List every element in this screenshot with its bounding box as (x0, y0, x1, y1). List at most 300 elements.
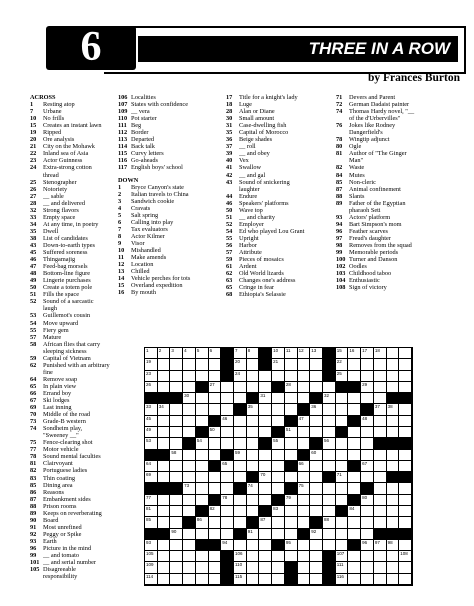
grid-cell[interactable] (247, 529, 260, 540)
grid-cell[interactable] (285, 427, 298, 438)
grid-cell[interactable] (259, 495, 272, 506)
grid-cell[interactable] (259, 551, 272, 562)
grid-cell[interactable] (298, 427, 311, 438)
grid-cell[interactable] (259, 393, 272, 404)
grid-cell[interactable] (170, 427, 183, 438)
grid-cell[interactable] (310, 540, 323, 551)
grid-cell[interactable] (387, 540, 400, 551)
grid-cell[interactable] (272, 506, 285, 517)
grid-cell[interactable] (272, 404, 285, 415)
grid-cell[interactable] (170, 348, 183, 359)
grid-cell[interactable] (298, 540, 311, 551)
grid-cell[interactable] (272, 562, 285, 573)
grid-cell[interactable] (247, 483, 260, 494)
grid-cell[interactable] (272, 461, 285, 472)
grid-cell[interactable] (361, 562, 374, 573)
grid-cell[interactable] (170, 472, 183, 483)
grid-cell[interactable] (259, 483, 272, 494)
grid-cell[interactable] (170, 450, 183, 461)
grid-cell[interactable] (285, 472, 298, 483)
grid-cell[interactable] (399, 483, 412, 494)
grid-cell[interactable] (247, 416, 260, 427)
grid-cell[interactable] (247, 574, 260, 585)
grid-cell[interactable] (158, 404, 171, 415)
grid-cell[interactable] (183, 495, 196, 506)
grid-cell[interactable] (145, 495, 158, 506)
grid-cell[interactable] (196, 438, 209, 449)
grid-cell[interactable] (196, 404, 209, 415)
grid-cell[interactable] (336, 438, 349, 449)
grid-cell[interactable] (361, 461, 374, 472)
grid-cell[interactable] (310, 359, 323, 370)
grid-cell[interactable] (374, 551, 387, 562)
grid-cell[interactable] (323, 416, 336, 427)
grid-cell[interactable] (259, 404, 272, 415)
grid-cell[interactable] (387, 404, 400, 415)
grid-cell[interactable] (145, 348, 158, 359)
grid-cell[interactable] (399, 506, 412, 517)
grid-cell[interactable] (158, 427, 171, 438)
grid-cell[interactable] (374, 506, 387, 517)
grid-cell[interactable] (336, 393, 349, 404)
grid-cell[interactable] (361, 495, 374, 506)
grid-cell[interactable] (183, 348, 196, 359)
grid-cell[interactable] (361, 393, 374, 404)
grid-cell[interactable] (399, 382, 412, 393)
grid-cell[interactable] (209, 574, 222, 585)
grid-cell[interactable] (310, 461, 323, 472)
grid-cell[interactable] (285, 348, 298, 359)
grid-cell[interactable] (298, 517, 311, 528)
grid-cell[interactable] (374, 461, 387, 472)
grid-cell[interactable] (374, 472, 387, 483)
grid-cell[interactable] (158, 517, 171, 528)
grid-cell[interactable] (247, 427, 260, 438)
grid-cell[interactable] (310, 348, 323, 359)
grid-cell[interactable] (387, 562, 400, 573)
grid-cell[interactable] (310, 416, 323, 427)
grid-cell[interactable] (399, 416, 412, 427)
grid-cell[interactable] (259, 529, 272, 540)
grid-cell[interactable] (158, 371, 171, 382)
grid-cell[interactable] (374, 574, 387, 585)
grid-cell[interactable] (361, 540, 374, 551)
grid-cell[interactable] (145, 382, 158, 393)
grid-cell[interactable] (158, 540, 171, 551)
grid-cell[interactable] (336, 404, 349, 415)
grid-cell[interactable] (336, 517, 349, 528)
grid-cell[interactable] (259, 472, 272, 483)
grid-cell[interactable] (399, 450, 412, 461)
grid-cell[interactable] (145, 427, 158, 438)
grid-cell[interactable] (336, 416, 349, 427)
grid-cell[interactable] (298, 551, 311, 562)
grid-cell[interactable] (310, 483, 323, 494)
grid-cell[interactable] (348, 529, 361, 540)
grid-cell[interactable] (209, 371, 222, 382)
grid-cell[interactable] (374, 483, 387, 494)
grid-cell[interactable] (183, 427, 196, 438)
grid-cell[interactable] (336, 551, 349, 562)
grid-cell[interactable] (183, 416, 196, 427)
grid-cell[interactable] (361, 382, 374, 393)
grid-cell[interactable] (145, 359, 158, 370)
grid-cell[interactable] (323, 517, 336, 528)
grid-cell[interactable] (387, 461, 400, 472)
grid-cell[interactable] (221, 427, 234, 438)
grid-cell[interactable] (221, 495, 234, 506)
grid-cell[interactable] (145, 404, 158, 415)
grid-cell[interactable] (272, 529, 285, 540)
grid-cell[interactable] (387, 506, 400, 517)
grid-cell[interactable] (272, 416, 285, 427)
grid-cell[interactable] (361, 472, 374, 483)
grid-cell[interactable] (285, 529, 298, 540)
grid-cell[interactable] (336, 359, 349, 370)
grid-cell[interactable] (234, 574, 247, 585)
grid-cell[interactable] (310, 506, 323, 517)
grid-cell[interactable] (323, 461, 336, 472)
grid-cell[interactable] (196, 562, 209, 573)
grid-cell[interactable] (234, 540, 247, 551)
grid-cell[interactable] (298, 483, 311, 494)
grid-cell[interactable] (387, 574, 400, 585)
grid-cell[interactable] (399, 348, 412, 359)
grid-cell[interactable] (272, 438, 285, 449)
grid-cell[interactable] (323, 506, 336, 517)
grid-cell[interactable] (336, 371, 349, 382)
grid-cell[interactable] (374, 450, 387, 461)
grid-cell[interactable] (158, 348, 171, 359)
grid-cell[interactable] (183, 574, 196, 585)
grid-cell[interactable] (323, 427, 336, 438)
grid-cell[interactable] (209, 393, 222, 404)
grid-cell[interactable] (361, 416, 374, 427)
grid-cell[interactable] (234, 551, 247, 562)
grid-cell[interactable] (387, 382, 400, 393)
grid-cell[interactable] (348, 472, 361, 483)
grid-cell[interactable] (196, 574, 209, 585)
grid-cell[interactable] (247, 359, 260, 370)
grid-cell[interactable] (310, 574, 323, 585)
grid-cell[interactable] (374, 348, 387, 359)
grid-cell[interactable] (183, 450, 196, 461)
grid-cell[interactable] (234, 562, 247, 573)
grid-cell[interactable] (158, 574, 171, 585)
grid-cell[interactable] (399, 359, 412, 370)
grid-cell[interactable] (221, 529, 234, 540)
grid-cell[interactable] (374, 562, 387, 573)
grid-cell[interactable] (170, 574, 183, 585)
grid-cell[interactable] (285, 359, 298, 370)
grid-cell[interactable] (170, 438, 183, 449)
grid-cell[interactable] (336, 348, 349, 359)
grid-cell[interactable] (221, 404, 234, 415)
grid-cell[interactable] (196, 461, 209, 472)
grid-cell[interactable] (183, 562, 196, 573)
grid-cell[interactable] (298, 371, 311, 382)
grid-cell[interactable] (387, 371, 400, 382)
grid-cell[interactable] (272, 393, 285, 404)
grid-cell[interactable] (399, 574, 412, 585)
grid-cell[interactable] (196, 416, 209, 427)
grid-cell[interactable] (310, 551, 323, 562)
grid-cell[interactable] (259, 416, 272, 427)
grid-cell[interactable] (158, 359, 171, 370)
grid-cell[interactable] (170, 540, 183, 551)
grid-cell[interactable] (234, 450, 247, 461)
grid-cell[interactable] (374, 540, 387, 551)
grid-cell[interactable] (285, 450, 298, 461)
grid-cell[interactable] (170, 562, 183, 573)
grid-cell[interactable] (209, 517, 222, 528)
grid-cell[interactable] (336, 472, 349, 483)
grid-cell[interactable] (310, 382, 323, 393)
grid-cell[interactable] (145, 517, 158, 528)
grid-cell[interactable] (387, 495, 400, 506)
grid-cell[interactable] (196, 371, 209, 382)
grid-cell[interactable] (374, 517, 387, 528)
grid-cell[interactable] (298, 348, 311, 359)
grid-cell[interactable] (145, 574, 158, 585)
grid-cell[interactable] (158, 461, 171, 472)
grid-cell[interactable] (145, 416, 158, 427)
grid-cell[interactable] (361, 574, 374, 585)
grid-cell[interactable] (323, 495, 336, 506)
grid-cell[interactable] (145, 551, 158, 562)
grid-cell[interactable] (348, 427, 361, 438)
grid-cell[interactable] (234, 461, 247, 472)
grid-cell[interactable] (234, 472, 247, 483)
grid-cell[interactable] (234, 438, 247, 449)
grid-cell[interactable] (348, 551, 361, 562)
grid-cell[interactable] (247, 404, 260, 415)
grid-cell[interactable] (387, 348, 400, 359)
grid-cell[interactable] (336, 483, 349, 494)
grid-cell[interactable] (170, 495, 183, 506)
grid-cell[interactable] (285, 506, 298, 517)
grid-cell[interactable] (259, 574, 272, 585)
grid-cell[interactable] (272, 574, 285, 585)
grid-cell[interactable] (272, 483, 285, 494)
grid-cell[interactable] (259, 562, 272, 573)
grid-cell[interactable] (361, 529, 374, 540)
grid-cell[interactable] (247, 382, 260, 393)
grid-cell[interactable] (298, 416, 311, 427)
grid-cell[interactable] (158, 382, 171, 393)
grid-cell[interactable] (336, 574, 349, 585)
grid-cell[interactable] (196, 483, 209, 494)
grid-cell[interactable] (183, 551, 196, 562)
grid-cell[interactable] (323, 540, 336, 551)
crossword-grid[interactable] (144, 347, 413, 586)
grid-cell[interactable] (285, 404, 298, 415)
grid-cell[interactable] (183, 461, 196, 472)
grid-cell[interactable] (272, 517, 285, 528)
grid-cell[interactable] (387, 517, 400, 528)
grid-cell[interactable] (259, 517, 272, 528)
grid-cell[interactable] (196, 551, 209, 562)
grid-cell[interactable] (183, 393, 196, 404)
grid-cell[interactable] (158, 472, 171, 483)
grid-cell[interactable] (323, 450, 336, 461)
grid-cell[interactable] (336, 450, 349, 461)
grid-cell[interactable] (221, 393, 234, 404)
grid-cell[interactable] (170, 359, 183, 370)
grid-cell[interactable] (170, 416, 183, 427)
grid-cell[interactable] (361, 438, 374, 449)
grid-cell[interactable] (285, 393, 298, 404)
grid-cell[interactable] (272, 359, 285, 370)
grid-cell[interactable] (336, 540, 349, 551)
grid-cell[interactable] (234, 517, 247, 528)
grid-cell[interactable] (272, 371, 285, 382)
grid-cell[interactable] (221, 517, 234, 528)
grid-cell[interactable] (323, 438, 336, 449)
grid-cell[interactable] (183, 506, 196, 517)
grid-cell[interactable] (209, 427, 222, 438)
grid-cell[interactable] (348, 393, 361, 404)
grid-cell[interactable] (234, 506, 247, 517)
grid-cell[interactable] (310, 562, 323, 573)
grid-cell[interactable] (145, 506, 158, 517)
grid-cell[interactable] (221, 472, 234, 483)
grid-cell[interactable] (399, 495, 412, 506)
grid-cell[interactable] (361, 427, 374, 438)
grid-cell[interactable] (310, 404, 323, 415)
grid-cell[interactable] (285, 495, 298, 506)
grid-cell[interactable] (209, 506, 222, 517)
grid-cell[interactable] (348, 506, 361, 517)
grid-cell[interactable] (170, 382, 183, 393)
grid-cell[interactable] (259, 450, 272, 461)
grid-cell[interactable] (361, 517, 374, 528)
grid-cell[interactable] (336, 461, 349, 472)
grid-cell[interactable] (170, 404, 183, 415)
grid-cell[interactable] (285, 540, 298, 551)
grid-cell[interactable] (170, 551, 183, 562)
grid-cell[interactable] (323, 404, 336, 415)
grid-cell[interactable] (348, 562, 361, 573)
grid-cell[interactable] (399, 540, 412, 551)
grid-cell[interactable] (221, 483, 234, 494)
grid-cell[interactable] (158, 506, 171, 517)
grid-cell[interactable] (348, 348, 361, 359)
grid-cell[interactable] (259, 371, 272, 382)
grid-cell[interactable] (298, 438, 311, 449)
grid-cell[interactable] (310, 427, 323, 438)
grid-cell[interactable] (170, 529, 183, 540)
grid-cell[interactable] (234, 382, 247, 393)
grid-cell[interactable] (247, 506, 260, 517)
grid-cell[interactable] (196, 359, 209, 370)
grid-cell[interactable] (298, 393, 311, 404)
grid-cell[interactable] (399, 461, 412, 472)
grid-cell[interactable] (374, 393, 387, 404)
grid-cell[interactable] (374, 416, 387, 427)
grid-cell[interactable] (209, 382, 222, 393)
grid-cell[interactable] (170, 371, 183, 382)
grid-cell[interactable] (387, 551, 400, 562)
grid-cell[interactable] (285, 382, 298, 393)
grid-cell[interactable] (196, 517, 209, 528)
grid-cell[interactable] (336, 495, 349, 506)
grid-cell[interactable] (323, 483, 336, 494)
grid-cell[interactable] (387, 359, 400, 370)
grid-cell[interactable] (183, 529, 196, 540)
grid-cell[interactable] (183, 472, 196, 483)
grid-cell[interactable] (310, 495, 323, 506)
grid-cell[interactable] (336, 562, 349, 573)
grid-cell[interactable] (348, 517, 361, 528)
grid-cell[interactable] (298, 506, 311, 517)
grid-cell[interactable] (158, 562, 171, 573)
grid-cell[interactable] (298, 562, 311, 573)
grid-cell[interactable] (234, 371, 247, 382)
grid-cell[interactable] (145, 472, 158, 483)
grid-cell[interactable] (209, 562, 222, 573)
grid-cell[interactable] (387, 483, 400, 494)
grid-cell[interactable] (374, 495, 387, 506)
grid-cell[interactable] (209, 483, 222, 494)
grid-cell[interactable] (348, 483, 361, 494)
grid-cell[interactable] (374, 404, 387, 415)
grid-cell[interactable] (298, 461, 311, 472)
grid-cell[interactable] (221, 438, 234, 449)
grid-cell[interactable] (234, 416, 247, 427)
grid-cell[interactable] (209, 348, 222, 359)
grid-cell[interactable] (234, 427, 247, 438)
grid-cell[interactable] (387, 427, 400, 438)
grid-cell[interactable] (170, 461, 183, 472)
grid-cell[interactable] (259, 461, 272, 472)
grid-cell[interactable] (221, 461, 234, 472)
grid-cell[interactable] (259, 427, 272, 438)
grid-cell[interactable] (209, 472, 222, 483)
grid-cell[interactable] (209, 551, 222, 562)
grid-cell[interactable] (247, 495, 260, 506)
grid-cell[interactable] (399, 427, 412, 438)
grid-cell[interactable] (361, 359, 374, 370)
grid-cell[interactable] (310, 450, 323, 461)
grid-cell[interactable] (183, 483, 196, 494)
grid-cell[interactable] (196, 495, 209, 506)
grid-cell[interactable] (221, 506, 234, 517)
grid-cell[interactable] (298, 472, 311, 483)
grid-cell[interactable] (285, 438, 298, 449)
grid-cell[interactable] (387, 416, 400, 427)
grid-cell[interactable] (310, 371, 323, 382)
grid-cell[interactable] (361, 348, 374, 359)
grid-cell[interactable] (170, 517, 183, 528)
grid-cell[interactable] (387, 450, 400, 461)
grid-cell[interactable] (361, 450, 374, 461)
grid-cell[interactable] (234, 495, 247, 506)
grid-cell[interactable] (183, 540, 196, 551)
grid-cell[interactable] (221, 540, 234, 551)
grid-cell[interactable] (374, 427, 387, 438)
grid-cell[interactable] (348, 438, 361, 449)
grid-cell[interactable] (348, 359, 361, 370)
grid-cell[interactable] (209, 438, 222, 449)
grid-cell[interactable] (196, 393, 209, 404)
grid-cell[interactable] (145, 562, 158, 573)
grid-cell[interactable] (285, 551, 298, 562)
grid-cell[interactable] (323, 393, 336, 404)
grid-cell[interactable] (158, 438, 171, 449)
grid-cell[interactable] (298, 382, 311, 393)
grid-cell[interactable] (196, 529, 209, 540)
